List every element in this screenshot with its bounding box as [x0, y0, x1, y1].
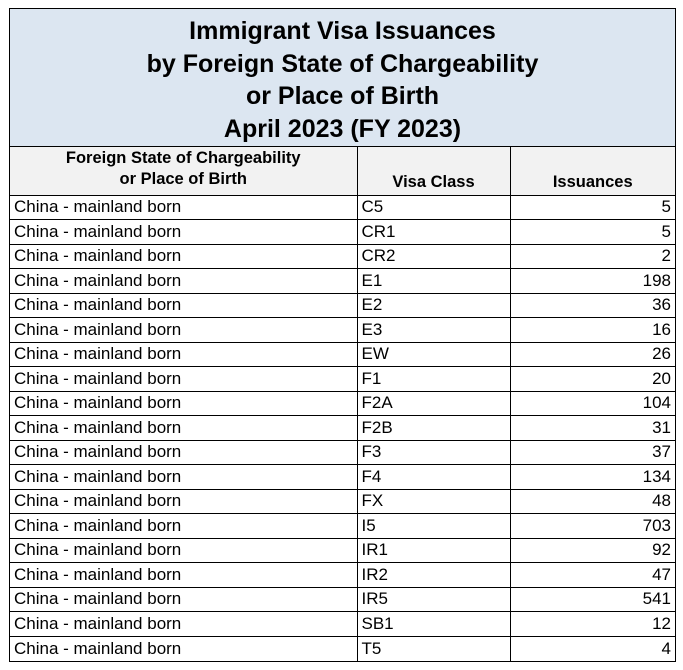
column-header-visa-class: Visa Class [357, 147, 510, 195]
table-row [10, 342, 675, 367]
table-header-row [10, 147, 675, 195]
cell-country: China - mainland born [10, 318, 357, 343]
cell-country: China - mainland born [10, 563, 357, 588]
cell-visa-class: F2B [357, 416, 510, 441]
report-period-line: April 2023 (FY 2023) [223, 114, 462, 143]
cell-country: China - mainland born [10, 587, 357, 612]
cell-visa-class: C5 [357, 195, 510, 220]
cell-issuances: 703 [510, 514, 675, 539]
cell-visa-class: F1 [357, 367, 510, 392]
table-row [10, 587, 675, 612]
cell-issuances: 104 [510, 391, 675, 416]
cell-country: China - mainland born [10, 391, 357, 416]
table-row [10, 440, 675, 465]
cell-visa-class: F2A [357, 391, 510, 416]
table-row [10, 318, 675, 343]
cell-country: China - mainland born [10, 465, 357, 490]
cell-visa-class: IR5 [357, 587, 510, 612]
cell-country: China - mainland born [10, 416, 357, 441]
cell-issuances: 20 [510, 367, 675, 392]
cell-country: China - mainland born [10, 367, 357, 392]
cell-country: China - mainland born [10, 293, 357, 318]
cell-issuances: 37 [510, 440, 675, 465]
report-title-line-1: Immigrant Visa Issuances [189, 17, 496, 45]
issuances-table [10, 147, 675, 661]
cell-visa-class: EW [357, 342, 510, 367]
table-row [10, 538, 675, 563]
cell-issuances: 2 [510, 244, 675, 269]
cell-country: China - mainland born [10, 440, 357, 465]
cell-visa-class: E2 [357, 293, 510, 318]
column-header-country [10, 147, 357, 195]
cell-issuances: 541 [510, 587, 675, 612]
cell-issuances: 12 [510, 612, 675, 637]
cell-visa-class: SB1 [357, 612, 510, 637]
cell-visa-class: I5 [357, 514, 510, 539]
table-row [10, 514, 675, 539]
cell-visa-class: CR1 [357, 220, 510, 245]
visa-issuance-report [9, 8, 676, 662]
table-row [10, 489, 675, 514]
cell-visa-class: E1 [357, 269, 510, 294]
cell-country: China - mainland born [10, 269, 357, 294]
column-header-country-line-2: or Place of Birth [119, 170, 247, 188]
report-title-line-2: by Foreign State of Chargeability [146, 49, 539, 78]
cell-issuances: 36 [510, 293, 675, 318]
cell-issuances: 134 [510, 465, 675, 490]
cell-visa-class: IR1 [357, 538, 510, 563]
table-row [10, 612, 675, 637]
cell-issuances: 26 [510, 342, 675, 367]
cell-issuances: 198 [510, 269, 675, 294]
cell-country: China - mainland born [10, 220, 357, 245]
cell-issuances: 4 [510, 636, 675, 661]
cell-country: China - mainland born [10, 636, 357, 661]
cell-country: China - mainland born [10, 244, 357, 269]
table-row [10, 269, 675, 294]
cell-country: China - mainland born [10, 342, 357, 367]
cell-country: China - mainland born [10, 514, 357, 539]
cell-issuances: 5 [510, 195, 675, 220]
report-title-block [10, 9, 675, 147]
cell-visa-class: T5 [357, 636, 510, 661]
cell-visa-class: F4 [357, 465, 510, 490]
cell-country: China - mainland born [10, 489, 357, 514]
table-row [10, 636, 675, 661]
report-title-line-3: or Place of Birth [245, 82, 440, 110]
table-row [10, 563, 675, 588]
table-row [10, 220, 675, 245]
table-body [10, 195, 675, 661]
cell-country: China - mainland born [10, 195, 357, 220]
cell-issuances: 48 [510, 489, 675, 514]
cell-visa-class: E3 [357, 318, 510, 343]
column-header-country-line-1: Foreign State of Chargeability [65, 149, 301, 167]
cell-country: China - mainland born [10, 612, 357, 637]
cell-country: China - mainland born [10, 538, 357, 563]
cell-visa-class: CR2 [357, 244, 510, 269]
table-row [10, 391, 675, 416]
table-row [10, 465, 675, 490]
cell-issuances: 16 [510, 318, 675, 343]
table-row [10, 293, 675, 318]
table-row [10, 416, 675, 441]
table-row [10, 244, 675, 269]
cell-issuances: 31 [510, 416, 675, 441]
cell-visa-class: IR2 [357, 563, 510, 588]
cell-visa-class: F3 [357, 440, 510, 465]
table-row [10, 195, 675, 220]
table-row [10, 367, 675, 392]
cell-issuances: 5 [510, 220, 675, 245]
cell-visa-class: FX [357, 489, 510, 514]
cell-issuances: 47 [510, 563, 675, 588]
column-header-issuances: Issuances [510, 147, 675, 195]
cell-issuances: 92 [510, 538, 675, 563]
